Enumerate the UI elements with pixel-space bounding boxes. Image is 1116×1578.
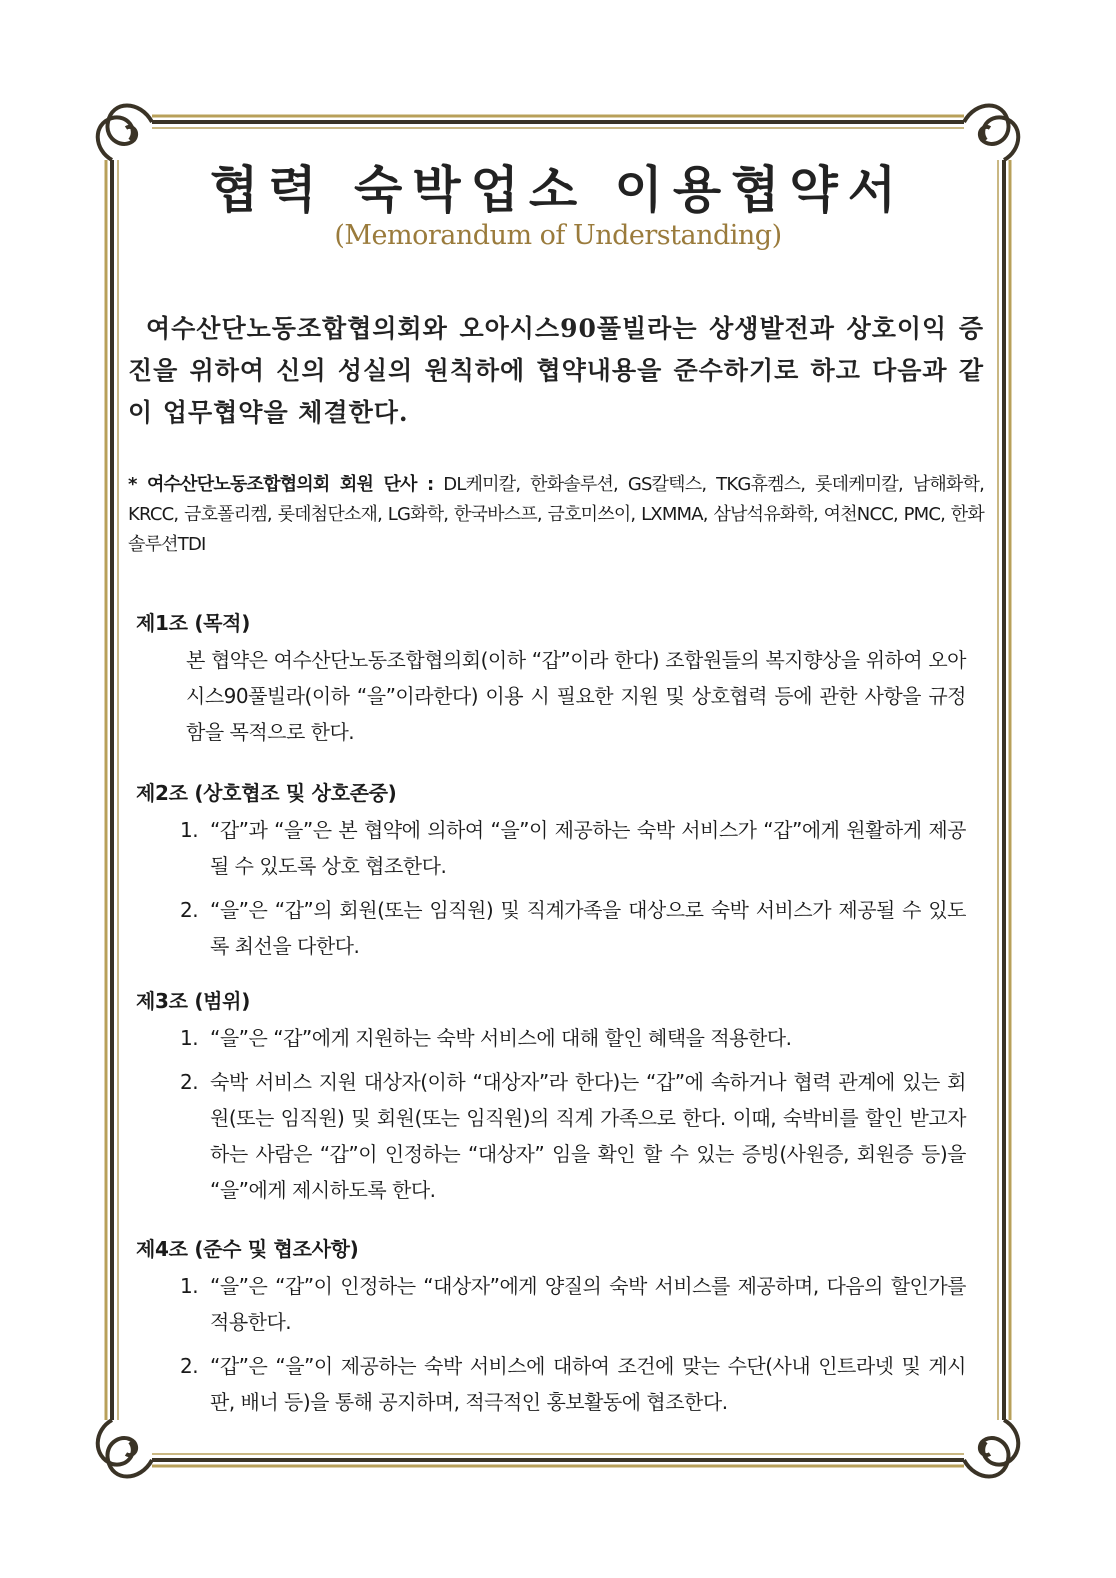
- item-text: “을”은 “갑”이 인정하는 “대상자”에게 양질의 숙박 서비스를 제공하며, 다음의 할인가를 적용한다.: [210, 1274, 966, 1334]
- document-subtitle: (Memorandum of Understanding): [334, 220, 782, 251]
- item-text: 숙박 서비스 지원 대상자(이하 “대상자”라 한다)는 “갑”에 속하거나 협력 관계에 있는 회원(또는 임직원) 및 회원(또는 임직원)의 직계 가족으로 한다. 이때, 숙박비를 할인 받고자 하는 사람은 “갑”이 인정하는 “대상자” 임을 확인 할 수 있는 증빙(사원증, 회원증 등)을 “을”에게 제시하도록 한다.: [210, 1070, 966, 1202]
- article-2: [136, 778, 966, 972]
- corner-ornament-bottom-left-icon: [98, 1420, 152, 1477]
- article-4: [136, 1234, 966, 1428]
- article-item: [180, 1348, 966, 1420]
- article-item: [180, 1064, 966, 1208]
- item-number: 2.: [180, 898, 199, 922]
- article-body: 본 협약은 여수산단노동조합협의회(이하 “갑”이라 한다) 조합원들의 복지향상을 위하여 오아시스90풀빌라(이하 “을”이라한다) 이용 시 필요한 지원 및 상호협력 등에 관한 사항을 규정함을 목적으로 한다.: [186, 648, 966, 744]
- item-text: “갑”은 “을”이 제공하는 숙박 서비스에 대하여 조건에 맞는 수단(사내 인트라넷 및 게시판, 배너 등)을 통해 공지하며, 적극적인 홍보활동에 협조한다.: [210, 1354, 966, 1414]
- article-1: [136, 608, 966, 750]
- article-item: [180, 1268, 966, 1340]
- article-title: 제3조 (범위): [136, 989, 251, 1013]
- document-title: 협력 숙박업소 이용협약서: [209, 160, 907, 219]
- item-number: 2.: [180, 1070, 199, 1094]
- article-title: 제2조 (상호협조 및 상호존중): [136, 781, 397, 805]
- article-item: [180, 892, 966, 964]
- item-text: “을”은 “갑”에게 지원하는 숙박 서비스에 대해 할인 혜택을 적용한다.: [210, 1026, 792, 1050]
- article-title: 제1조 (목적): [136, 611, 251, 635]
- item-number: 2.: [180, 1354, 199, 1378]
- article-title: 제4조 (준수 및 협조사항): [136, 1237, 359, 1261]
- intro-paragraph: [128, 308, 984, 434]
- members-list: DL케미칼, 한화솔루션, GS칼텍스, TKG휴켐스, 롯데케미칼, 남해화학, KRCC, 금호폴리켐, 롯데첨단소재, LG화학, 한국바스프, 금호미쓰이, LXMMA, 삼남석유화학, 여천NCC, PMC, 한화솔루션TDI: [128, 474, 984, 555]
- item-number: 1.: [180, 1026, 199, 1050]
- member-companies: [128, 470, 984, 560]
- corner-ornament-bottom-right-icon: [964, 1420, 1018, 1477]
- item-text: “을”은 “갑”의 회원(또는 임직원) 및 직계가족을 대상으로 숙박 서비스가 제공될 수 있도록 최선을 다한다.: [210, 898, 966, 958]
- intro-text: 여수산단노동조합협의회와 오아시스90풀빌라는 상생발전과 상호이익 증진을 위하여 신의 성실의 원칙하에 협약내용을 준수하기로 하고 다음과 같이 업무협약을 체결한다.: [128, 314, 984, 427]
- item-number: 1.: [180, 1274, 199, 1298]
- article-3: [136, 986, 966, 1216]
- item-number: 1.: [180, 818, 199, 842]
- article-item: [180, 812, 966, 884]
- article-item: [180, 1020, 966, 1056]
- members-label: * 여수산단노동조합협의회 회원 단사 :: [128, 474, 434, 495]
- item-text: “갑”과 “을”은 본 협약에 의하여 “을”이 제공하는 숙박 서비스가 “갑”에게 원활하게 제공될 수 있도록 상호 협조한다.: [210, 818, 966, 878]
